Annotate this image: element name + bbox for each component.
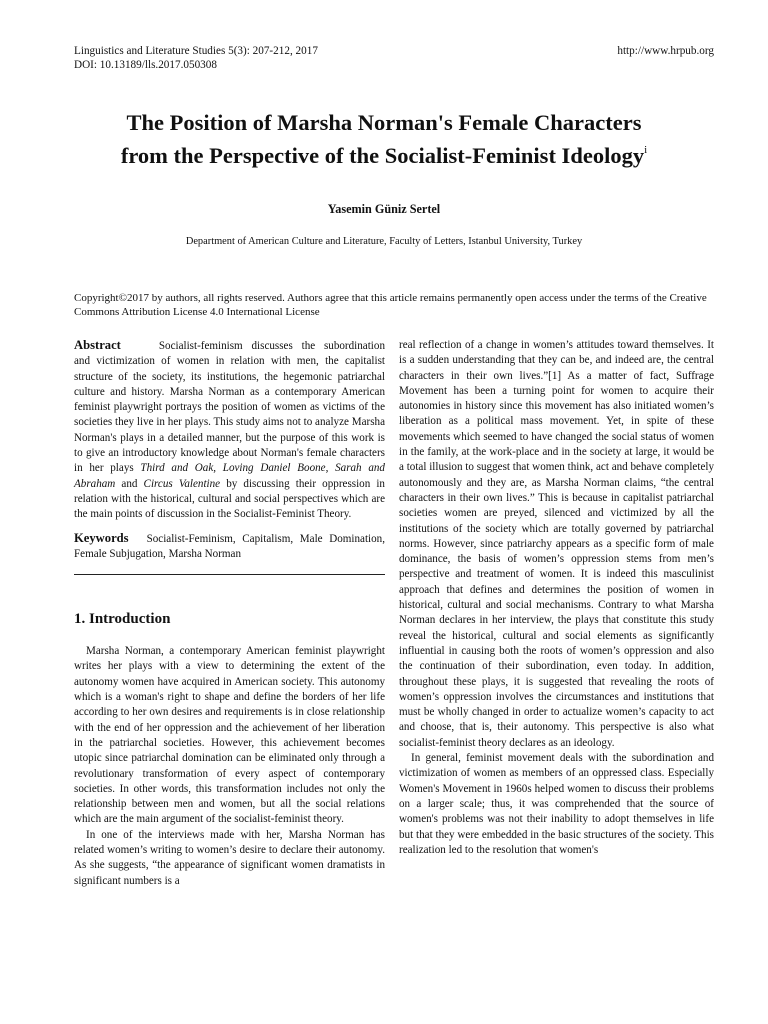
copyright-notice: Copyright©2017 by authors, all rights reserved. Authors agree that this article remains permanently open access under the terms of the Creative Commons Attribution License 4.0 International License: [74, 292, 707, 318]
journal-citation: Linguistics and Literature Studies 5(3): 207-212, 2017: [74, 45, 318, 57]
abstract-text-a: Socialist-feminism discusses the subordination and victimization of women in relation with men, the capitalist structure of the society, its institutions, the hegemonic patriarchal culture and history. Marsha Norman as a contemporary American feminist playwright portrays the position of women as victims of the societies they live in her plays. This study aims not to analyze Marsha Norman's plays in a detailed manner, but the purpose of this work is to give an introductory knowledge about Norman's female characters in her plays: [74, 340, 385, 475]
right-paragraph-1: real reflection of a change in women’s attitudes toward themselves. It is a sudden understanding that they can be, and indeed are, the central characters in their own lives.”[1] As a matter of fact, Suffrage Movement has been a turning point for women to acquire their autonomies in history since this movement has also initiated women’s liberation as a political mass movement. Yet, in spite of these movements which seemed to have changed the social status of women in the family, at the work-place and in the society at large, it would be a total illusion to suggest that women think, act and behave completely autonomously and they are, as Marsha Norman claims, “the central characters in their own lives.” This is because in capitalist patriarchal societies women are preyed, silenced and victimized by all the institutions of the society which are totally governed by patriarchal norms. However, since patriarchy appears as a specific form of male dominance, the basis of women’s oppression stems from men’s perspective and treatment of women. It is indeed this masculinist approach that defines and determines the position of women in historical, cultural and social mechanisms. Contrary to what Marsha Norman declares in her interview, the plays that constitute this study reveal the historical, cultural and social elements as significantly influential in causing both the roots of women’s oppression and also the continuation of their subordination, even today. In addition, throughout these plays, it is suggested that revealing the roots of women’s oppression involves the circumstances and institutions that must be wholly changed in order to actualize women’s capacity to act and choose, that is, their autonomy. This perspective is also what socialist-feminist theory declares as an ideology.: [399, 339, 714, 749]
intro-paragraph-2: In one of the interviews made with her, Marsha Norman has related women’s writing to women’s desire to declare their autonomy. As she suggests, “the appearance of significant women dramatists in significant numbers is a: [74, 828, 385, 887]
keywords-text: Socialist-Feminism, Capitalism, Male Domination, Female Subjugation, Marsha Norman: [74, 532, 385, 560]
author-affiliation: Department of American Culture and Literature, Faculty of Letters, Istanbul University, Turkey: [185, 236, 583, 247]
paper-title: [40, 106, 728, 172]
keywords-label: Keywords: [74, 530, 129, 545]
abstract-plays-2: Circus Valentine: [143, 477, 221, 490]
section-divider: [74, 574, 385, 575]
abstract-label: Abstract: [74, 338, 121, 352]
abstract-text-b: by discussing their oppression in relation with the historical, cultural and social perspectives which are the main points of discussion in the Socialist-Feminist Theory.: [74, 477, 385, 521]
abstract-and: and: [121, 477, 138, 490]
title-footnote-mark[interactable]: i: [644, 144, 648, 156]
doi[interactable]: DOI: 10.13189/lls.2017.050308: [74, 59, 217, 71]
abstract: [74, 338, 385, 523]
right-column: [399, 338, 714, 858]
author-name: Yasemin Güniz Sertel: [327, 202, 441, 216]
abstract-plays-1: Third and Oak, Loving Daniel Boone, Sarah and Abraham: [74, 462, 385, 490]
intro-paragraph-1: Marsha Norman, a contemporary American feminist playwright writes her plays with a view to determining the extent of the autonomy women have acquired in American society. This autonomy which is a woman's right to shape and define the borders of her life according to her own desires and requirements is in close relationship with the end of her oppression and the achievement of her liberation in the patriarchal societies. However, this achievement becomes utopic since patriarchal domination can be eliminated only through a revolutionary transformation of every aspect of contemporary societies. In other words, this transformation includes not only the relationship between men and women, but all the social relations which are the main argument of the socialist-feminist theory.: [74, 645, 385, 826]
publisher-url[interactable]: http://www.hrpub.org: [617, 45, 714, 57]
title-line-2: from the Perspective of the Socialist-Feminist Ideology: [120, 143, 645, 168]
keywords: [74, 531, 385, 563]
running-header: [74, 44, 714, 72]
right-paragraph-2: In general, feminist movement deals with the subordination and victimization of women as members of an oppressed class. Especially Women's Movement in 1960s helped women to discuss their problems on a larger scale; thus, it was comprehended that the source of women's problems was not their inability to adopt themselves in life but that they were embedded in the basic structures of the society. This realization led to the resolution that women's: [399, 752, 714, 856]
title-line-1: The Position of Marsha Norman's Female Characters: [126, 110, 642, 135]
left-column: [74, 338, 385, 889]
introduction-heading: 1. Introduction: [74, 611, 171, 628]
